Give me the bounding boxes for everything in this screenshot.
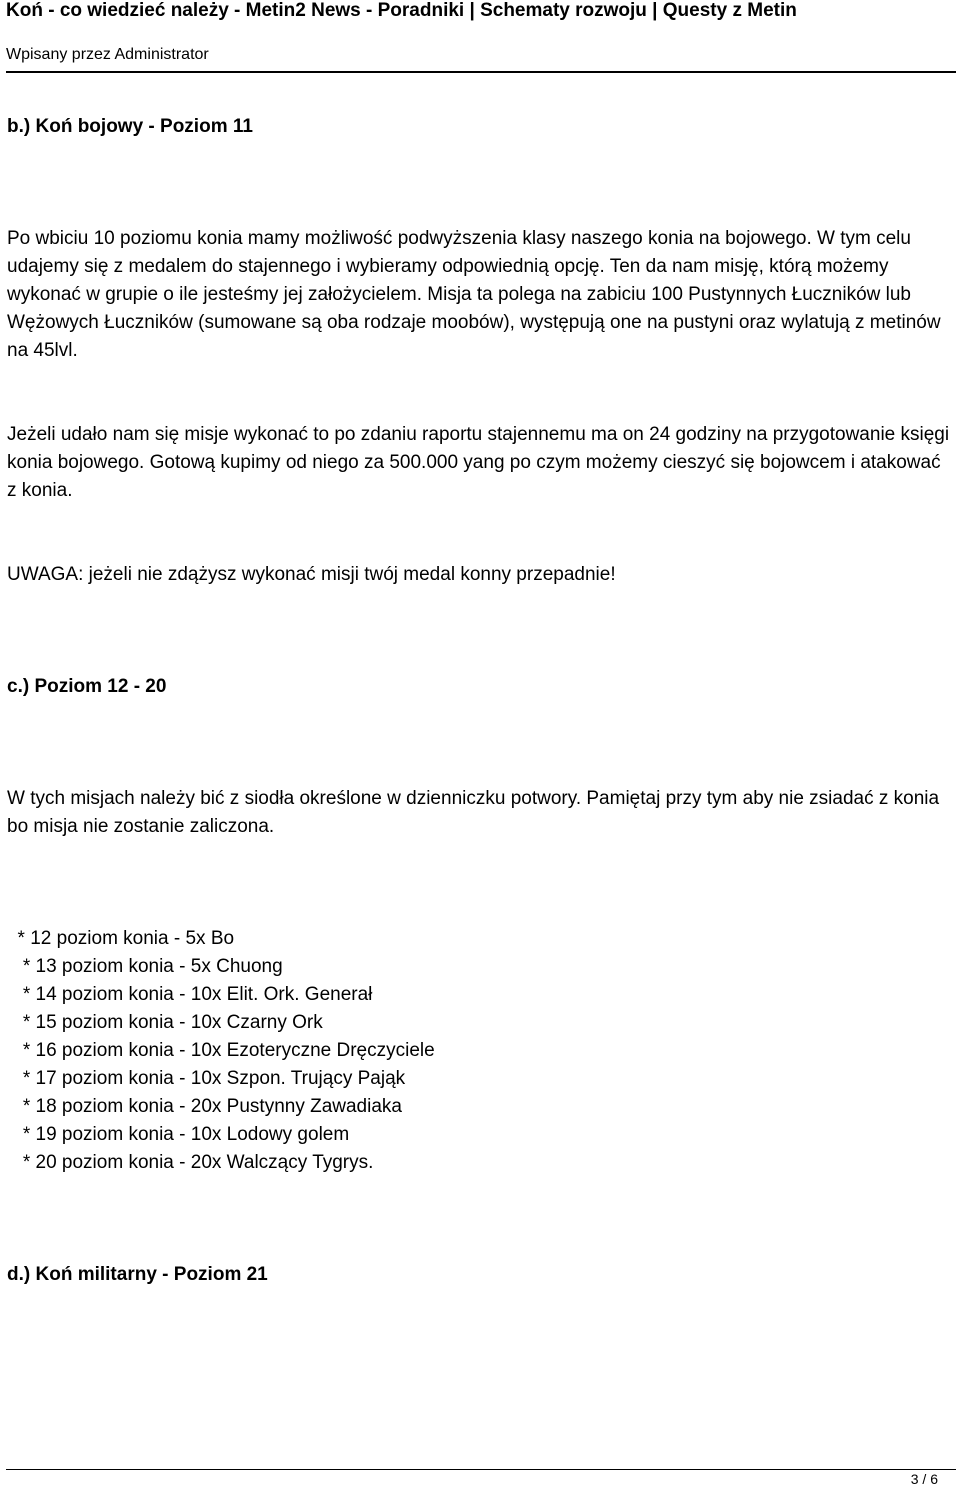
section-c-heading: c.) Poziom 12 - 20	[7, 676, 167, 697]
document-title: Koń - co wiedzieć należy - Metin2 News - Poradniki | Schematy rozwoju | Questy z Metin	[6, 0, 797, 21]
list-item: * 16 poziom konia - 10x Ezoteryczne Dręczyciele	[7, 1040, 435, 1061]
list-item: * 13 poziom konia - 5x Chuong	[7, 956, 283, 977]
header-divider	[6, 71, 956, 73]
list-item: * 19 poziom konia - 10x Lodowy golem	[7, 1124, 350, 1145]
mission-list	[7, 925, 952, 1177]
list-item: * 12 poziom konia - 5x Bo	[7, 928, 235, 949]
page-number: 3 / 6	[910, 1471, 938, 1487]
section-c-paragraph: W tych misjach należy bić z siodła określone w dzienniczku potwory. Pamiętaj przy tym aby nie zsiadać z konia bo misja nie zostanie zaliczona.	[7, 788, 940, 837]
document-header	[6, 0, 956, 65]
list-item: * 20 poziom konia - 20x Walczący Tygrys.	[7, 1152, 374, 1173]
list-item: * 15 poziom konia - 10x Czarny Ork	[7, 1012, 323, 1033]
section-b-heading: b.) Koń bojowy - Poziom 11	[7, 116, 253, 137]
list-item: * 14 poziom konia - 10x Elit. Ork. Generał	[7, 984, 373, 1005]
section-b-paragraph-2: Jeżeli udało nam się misje wykonać to po zdaniu raportu stajennemu ma on 24 godziny na przygotowanie księgi konia bojowego. Gotową kupimy od niego za 500.000 yang po czym możemy cieszyć się bojowcem i atakować z konia.	[7, 424, 950, 501]
section-b-warning: UWAGA: jeżeli nie zdążysz wykonać misji twój medal konny przepadnie!	[7, 564, 616, 585]
document-body	[7, 113, 952, 1289]
document-author: Wpisany przez Administrator	[6, 46, 209, 63]
footer-divider	[6, 1469, 956, 1470]
section-d-heading: d.) Koń militarny - Poziom 21	[7, 1264, 268, 1285]
list-item: * 17 poziom konia - 10x Szpon. Trujący Pająk	[7, 1068, 406, 1089]
section-b-paragraph-1: Po wbiciu 10 poziomu konia mamy możliwość podwyższenia klasy naszego konia na bojowego. W tym celu udajemy się z medalem do stajennego i wybieramy odpowiednią opcję. Ten da nam misję, którą możemy wykonać w grupie o ile jesteśmy jej założycielem. Misja ta polega na zabiciu 100 Pustynnych Łuczników lub Wężowych Łuczników (sumowane są oba rodzaje moobów), występują one na pustyni oraz wylatują z metinów na 45lvl.	[7, 228, 941, 361]
list-item: * 18 poziom konia - 20x Pustynny Zawadiaka	[7, 1096, 402, 1117]
